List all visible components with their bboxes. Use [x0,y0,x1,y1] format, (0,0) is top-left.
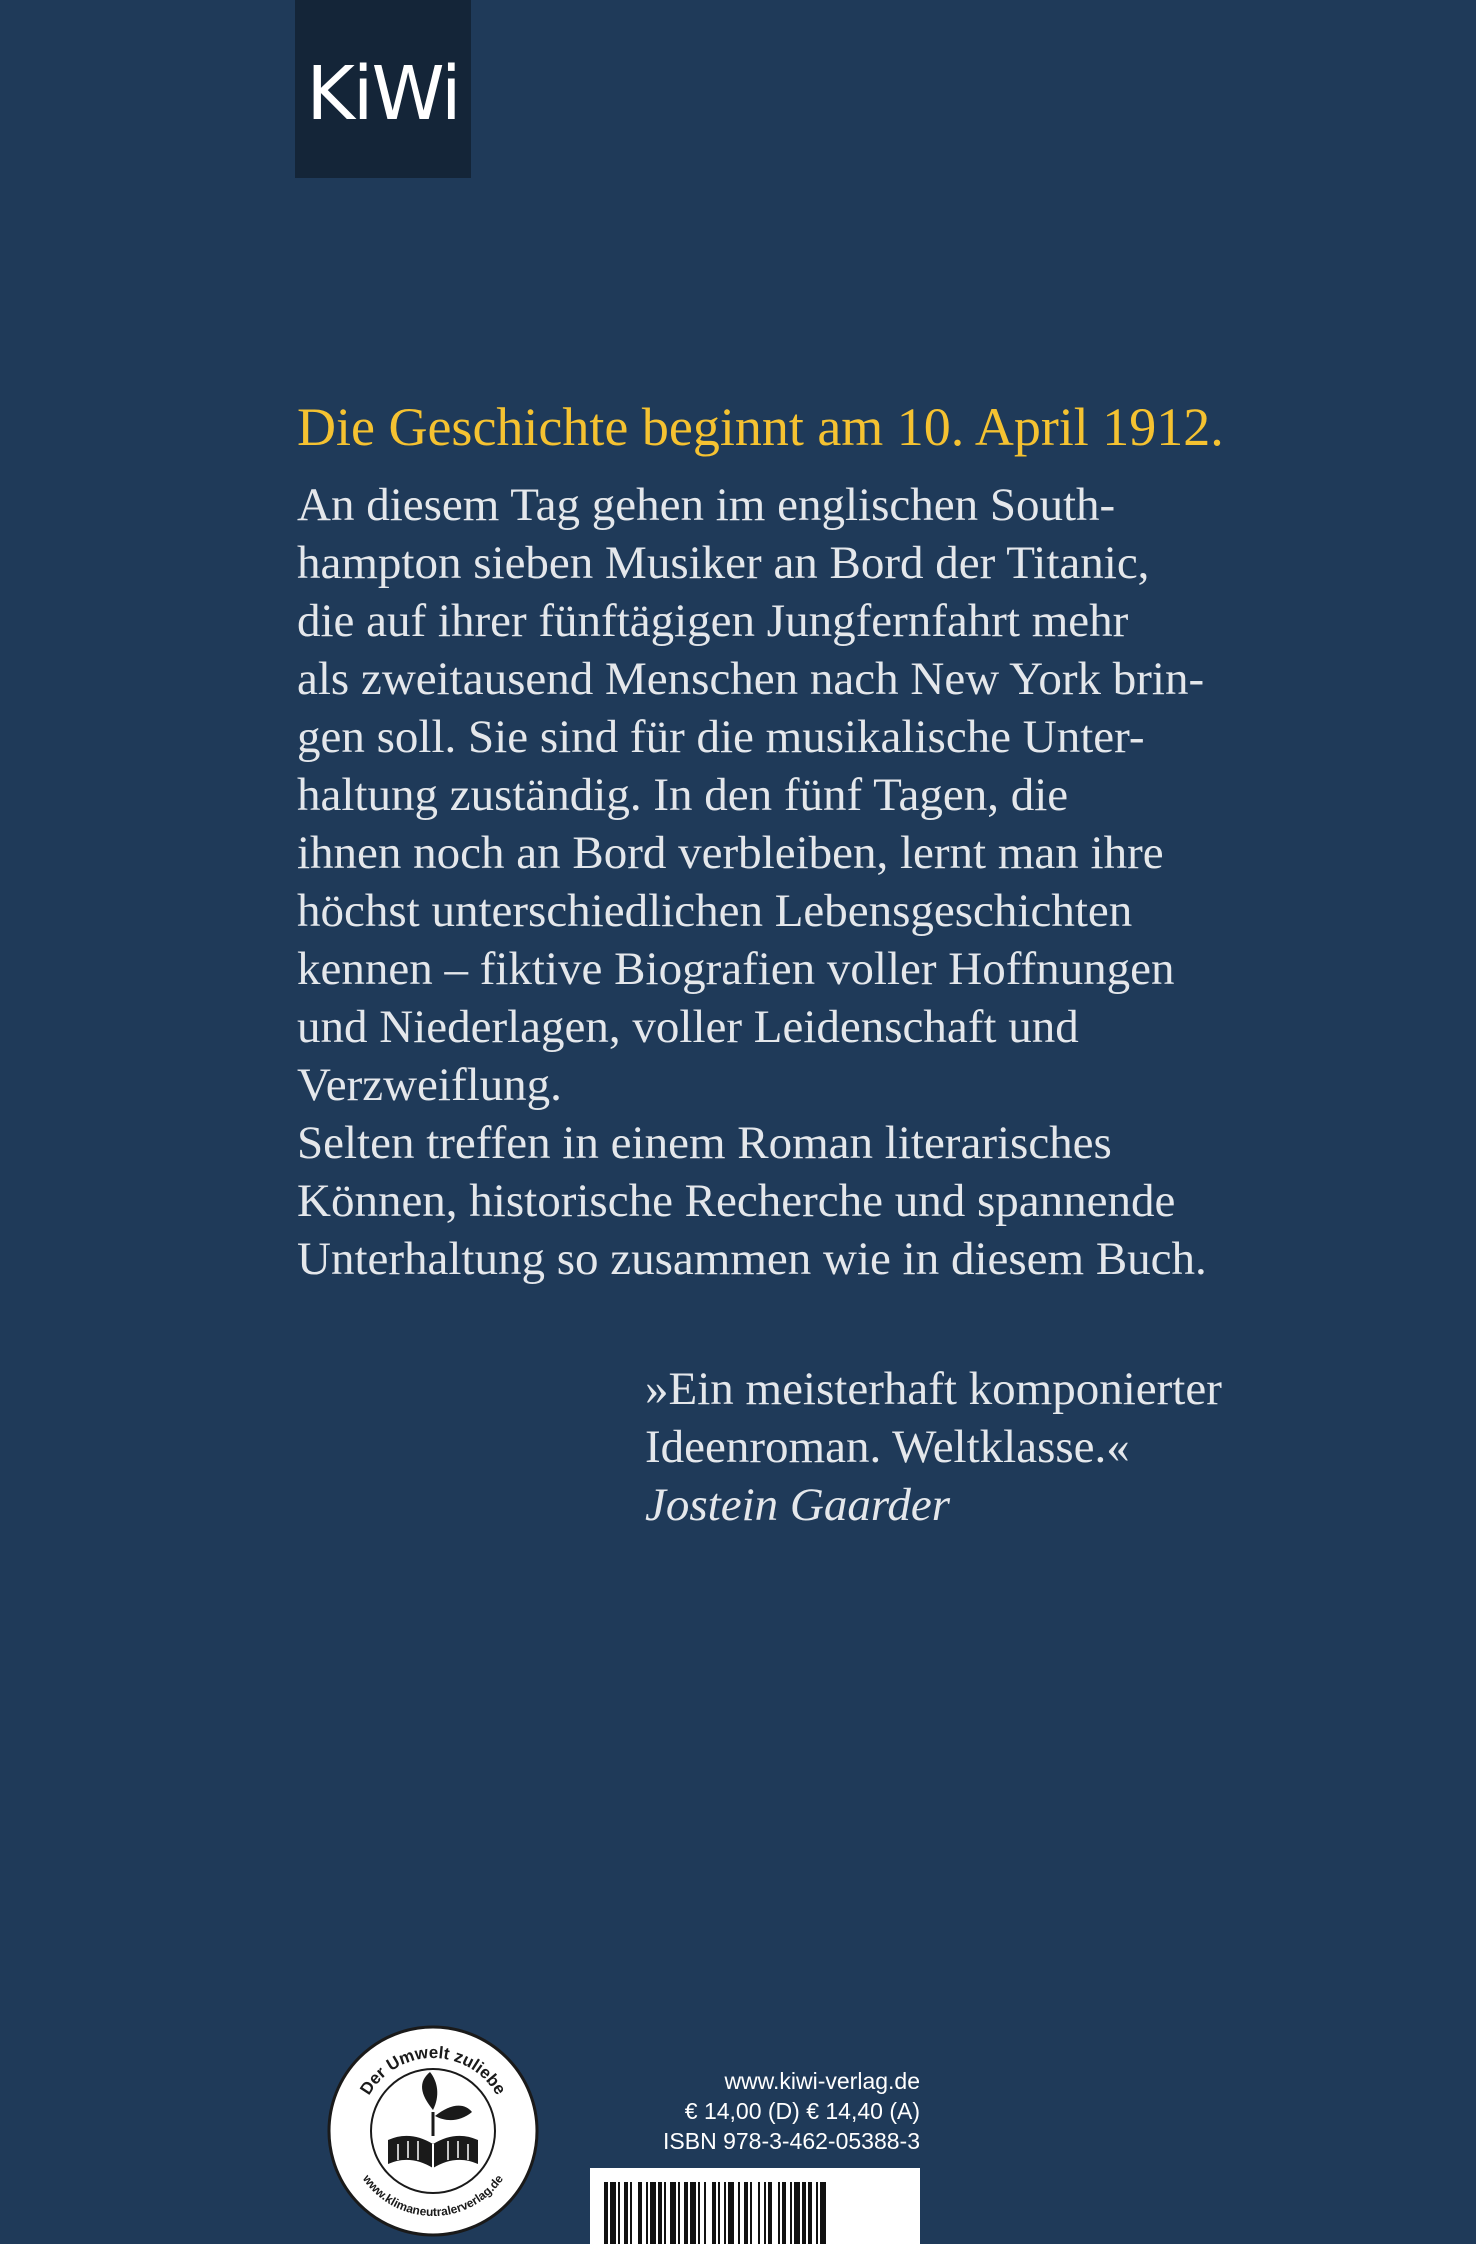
barcode-bar [750,2182,752,2244]
barcode-bar [630,2182,632,2244]
barcode-bar [758,2182,760,2244]
quote-author: Jostein Gaarder [645,1479,951,1531]
blurb-quote [645,1360,1445,1534]
publisher-info [600,2066,920,2156]
isbn: ISBN 978-3-462-05388-3 [663,2128,920,2154]
description-line: kennen – fiktive Biografien voller Hoffnungen [297,943,1175,995]
description [297,476,1207,1288]
price: € 14,00 (D) € 14,40 (A) [684,2098,920,2124]
barcode-bar [604,2182,608,2244]
barcode-bar [820,2182,826,2244]
barcode-bar [698,2182,700,2244]
description-line: die auf ihrer fünftägigen Jungfernfahrt mehr [297,595,1129,647]
barcode-bar [624,2182,628,2244]
barcode-bar [684,2182,688,2244]
description-line: als zweitausend Menschen nach New York brin- [297,653,1205,705]
barcode-bar [764,2182,766,2244]
description-line: Unterhaltung so zusammen wie in diesem Buch. [297,1233,1207,1285]
description-line: An diesem Tag gehen im englischen South- [297,479,1116,531]
barcode-bar [658,2182,662,2244]
barcode-bar [646,2182,648,2244]
publisher-website: www.kiwi-verlag.de [724,2068,920,2094]
barcode-bar [712,2182,716,2244]
barcode-bar [678,2182,680,2244]
description-line: ihnen noch an Bord verbleiben, lernt man ihre [297,827,1164,879]
quote-line: Ideenroman. Weltklasse.« [645,1421,1130,1473]
quote-line: »Ein meisterhaft komponierter [645,1363,1222,1415]
barcode-bar [650,2182,656,2244]
barcode-bar [728,2182,734,2244]
barcode-bar [610,2182,616,2244]
barcode-bar [790,2182,792,2244]
description-line: gen soll. Sie sind für die musikalische Unter- [297,711,1145,763]
barcode [590,2168,920,2244]
barcode-bar [794,2182,800,2244]
barcode-bar [690,2182,696,2244]
barcode-bar [664,2182,666,2244]
barcode-bar [768,2182,772,2244]
barcode-bar [808,2182,812,2244]
publisher-logo [295,0,471,178]
eco-badge-bottom-text: www.klimaneutralerverlag.de [360,2171,506,2220]
description-line: Verzweiflung. [297,1059,562,1111]
eco-badge-top-text: Der Umwelt zuliebe [356,2042,510,2099]
barcode-bar [618,2182,620,2244]
barcode-bar [670,2182,676,2244]
eco-badge [326,2024,540,2238]
barcode-bar [782,2182,786,2244]
description-line: Können, historische Recherche und spannende [297,1175,1176,1227]
barcode-bar [724,2182,726,2244]
barcode-bar [744,2182,748,2244]
headline: Die Geschichte beginnt am 10. April 1912. [297,397,1224,457]
description-line: und Niederlagen, voller Leidenschaft und [297,1001,1079,1053]
barcode-bar [718,2182,720,2244]
barcode-bar [816,2182,818,2244]
barcode-bar [778,2182,780,2244]
logo-text: KiWi [306,51,460,137]
description-line: hampton sieben Musiker an Bord der Titanic, [297,537,1150,589]
barcode-bar [638,2182,642,2244]
barcode-bar [738,2182,740,2244]
description-line: höchst unterschiedlichen Lebensgeschichten [297,885,1133,937]
description-line: haltung zuständig. In den fünf Tagen, die [297,769,1069,821]
barcode-bar [802,2182,806,2244]
barcode-bar [704,2182,706,2244]
description-line: Selten treffen in einem Roman literarisches [297,1117,1112,1169]
